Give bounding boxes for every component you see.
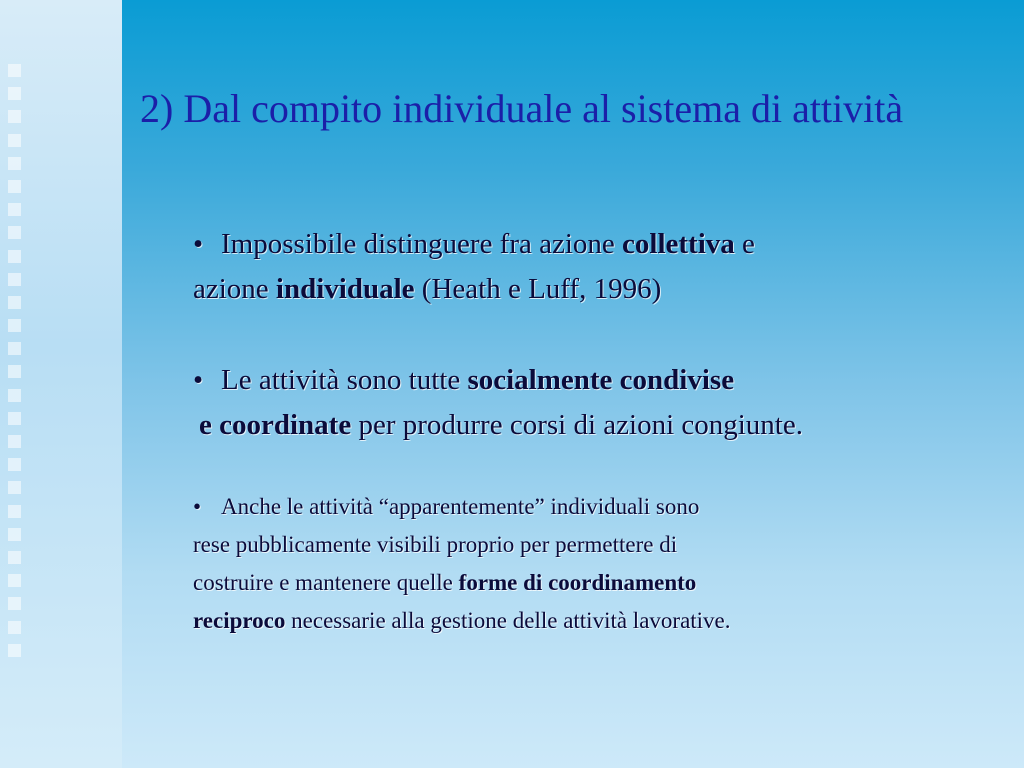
bullet-icon: • <box>193 364 204 396</box>
bullet-point-3: • Anche le attività “apparentemente” individuali sono rese pubblicamente visibili proprio per permettere di costruire e mantenere quelle forme di coordinamento reciproco necessarie alla gestione delle attività lavorative. <box>193 488 993 640</box>
emphasis-text: forme di coordinamento <box>458 570 697 595</box>
emphasis-text: individuale <box>275 273 415 305</box>
bullet-icon: • <box>193 494 202 519</box>
bullet-icon: • <box>193 228 204 260</box>
decorative-sidebar <box>0 0 122 768</box>
emphasis-text: reciproco <box>193 608 286 633</box>
slide-title: 2) Dal compito individuale al sistema di attività <box>140 86 904 131</box>
slide-body <box>193 222 993 640</box>
decorative-squares-column <box>8 64 24 657</box>
emphasis-text: e coordinate <box>199 409 352 441</box>
emphasis-text: socialmente condivise <box>467 364 735 396</box>
bullet-point-1: • Impossibile distinguere fra azione collettiva e azione individuale (Heath e Luff, 1996) <box>193 222 993 312</box>
emphasis-text: collettiva <box>622 228 735 260</box>
bullet-point-2: • Le attività sono tutte socialmente condivise e coordinate per produrre corsi di azioni congiunte. <box>193 358 993 448</box>
